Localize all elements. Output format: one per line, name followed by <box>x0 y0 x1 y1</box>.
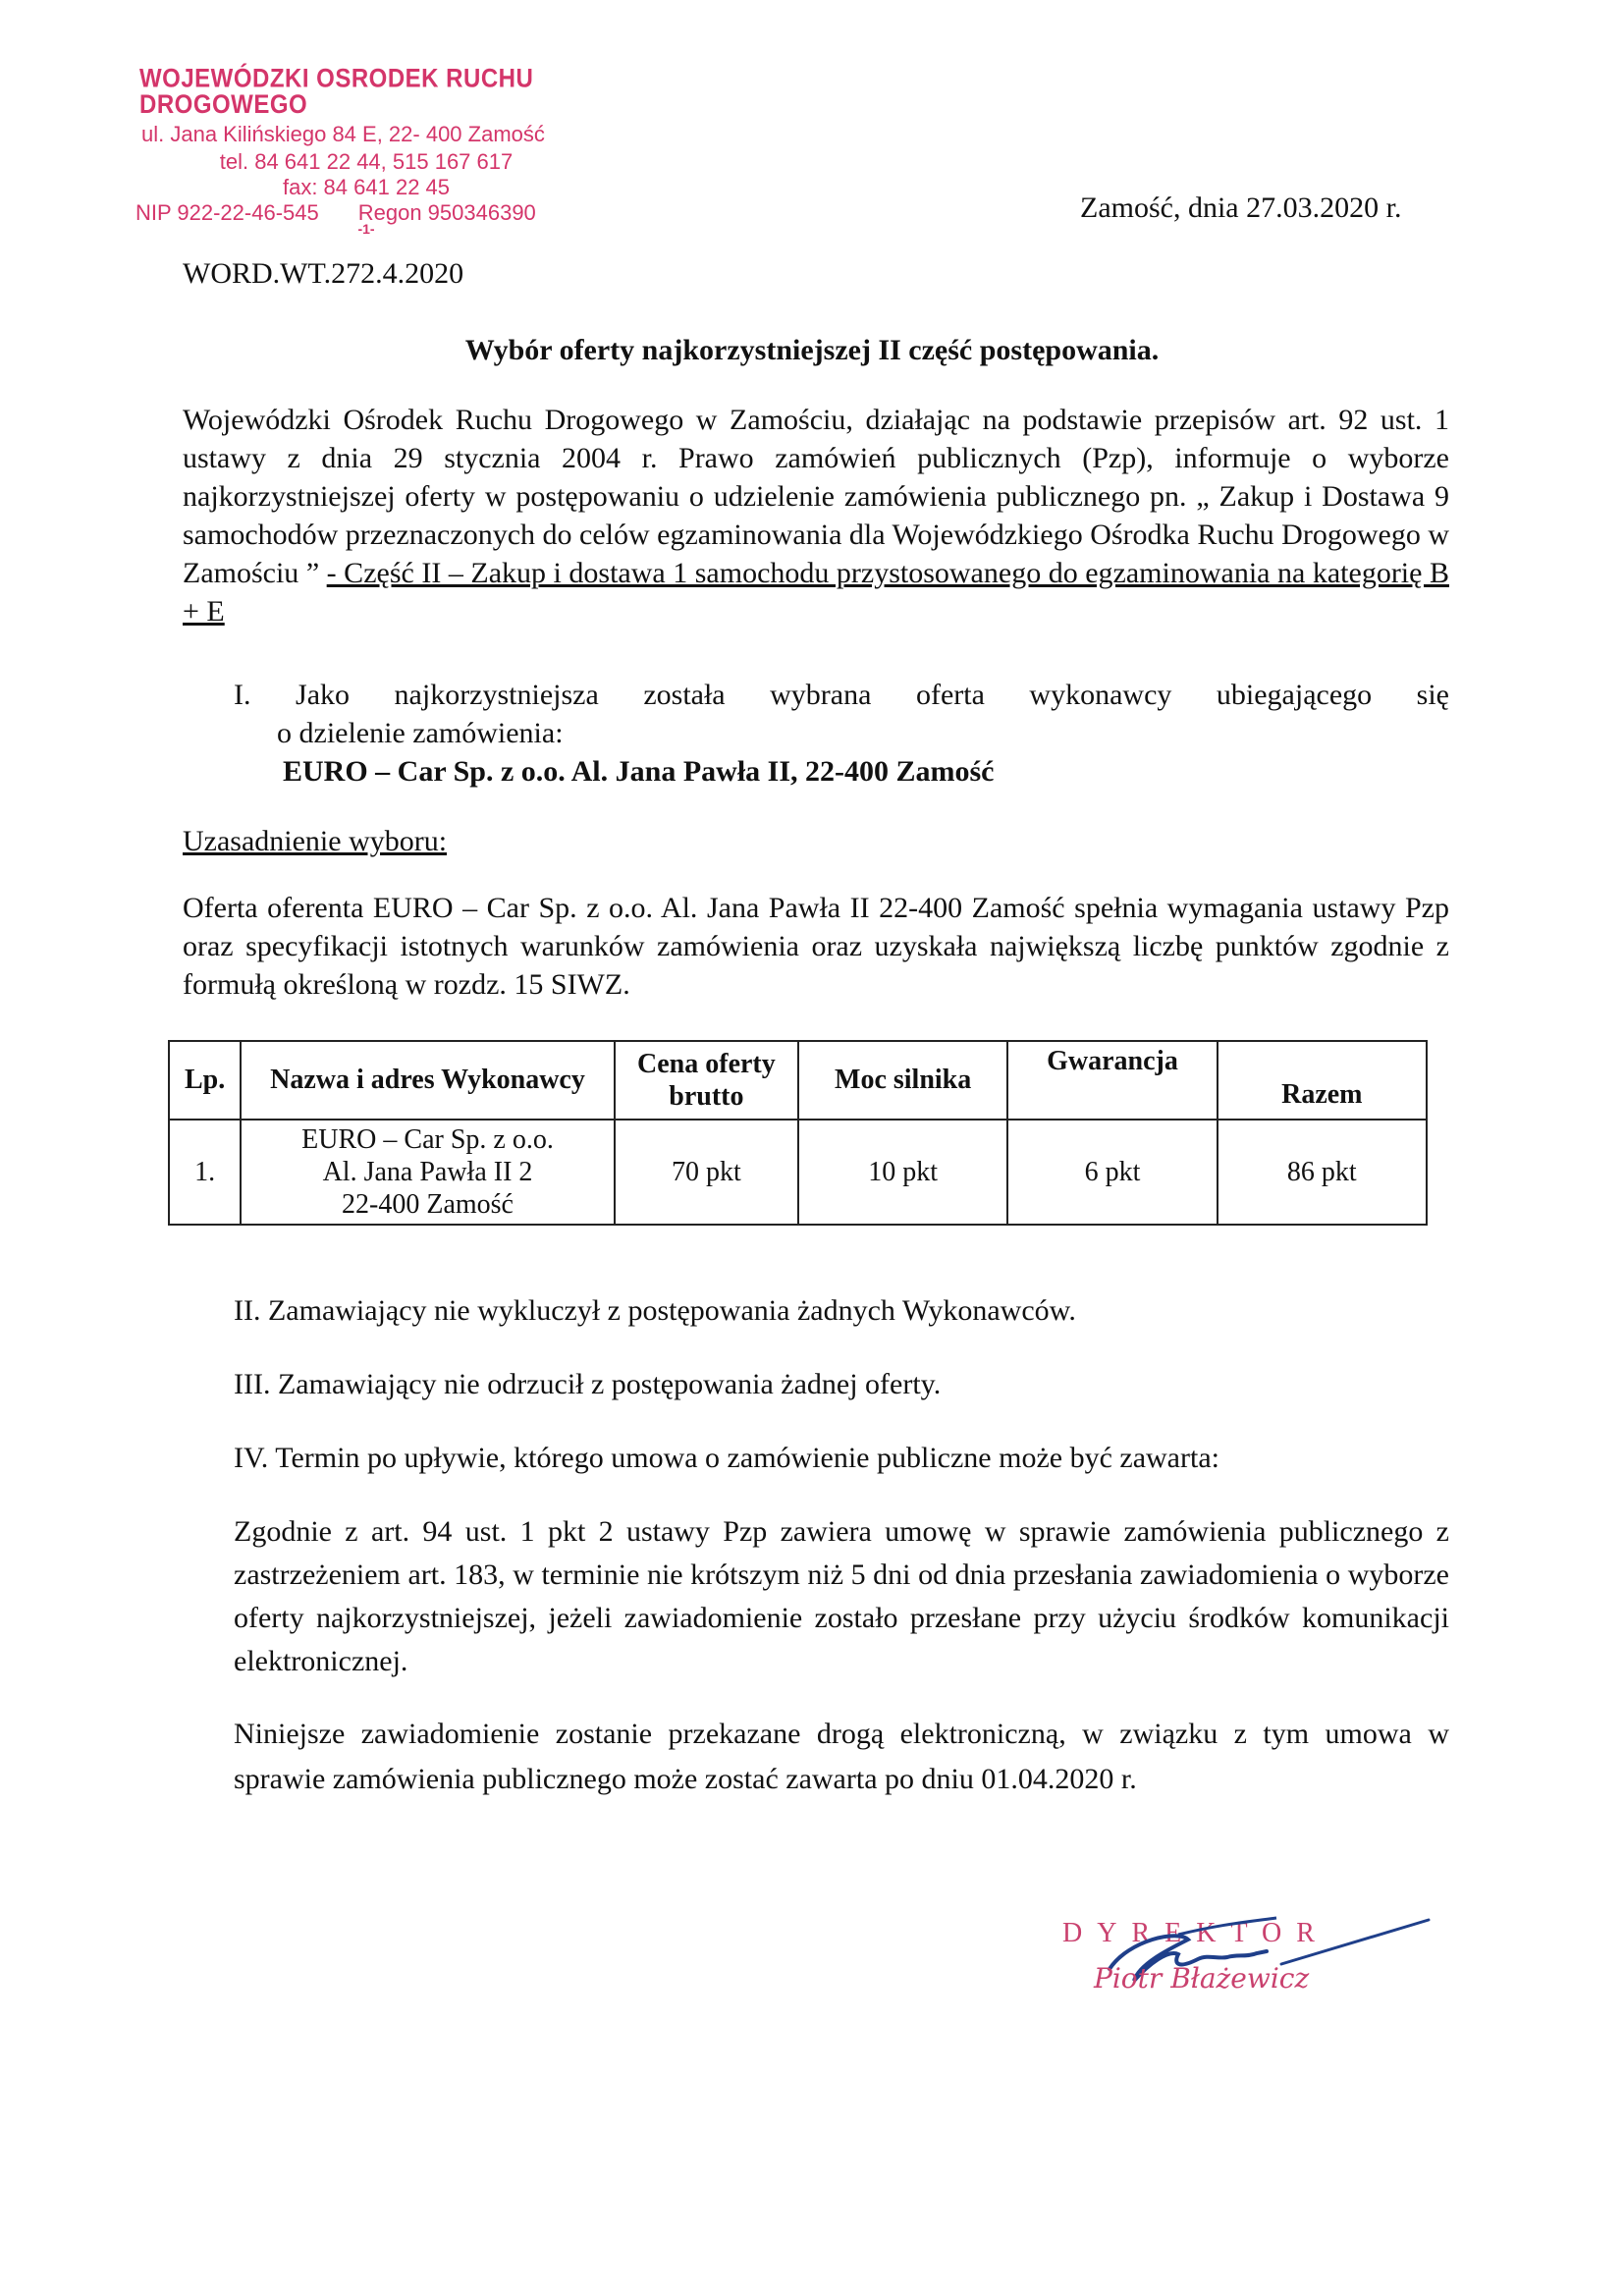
cell-total: 86 pkt <box>1218 1120 1427 1225</box>
results-table <box>168 1040 1428 1226</box>
contractor-line1: EURO – Car Sp. z o.o. <box>301 1124 554 1155</box>
stamp-regon: Regon 950346390 <box>357 200 536 225</box>
section-iv: IV. Termin po upływie, którego umowa o zamówienie publiczne może być zawarta: <box>234 1442 1219 1474</box>
cell-lp: 1. <box>169 1120 241 1225</box>
table-header-row <box>169 1041 1427 1120</box>
signatory-name: Piotr Błażewicz <box>1094 1962 1310 1995</box>
contractor-line2: Al. Jana Pawła II 2 <box>322 1157 533 1187</box>
stamp-organization: WOJEWÓDZKI OSRODEK RUCHU DROGOWEGO <box>139 64 534 120</box>
term-paragraph: Zgodnie z art. 94 ust. 1 pkt 2 ustawy Pzp zawiera umowę w sprawie zamówienia publicznego z zastrzeżeniem art. 183, w terminie nie krótszym niż 5 dni od dnia przesłania zawiadomienia o wyborze oferty najkorzystniejszej, jeżeli zawiadomienie zostało przesłane przy użyciu środków komunikacji elektronicznej. <box>234 1515 1449 1677</box>
justification-text: Oferta oferenta EURO – Car Sp. z o.o. Al. Jana Pawła II 22-400 Zamość spełnia wymagania ustawy Pzp oraz specyfikacji istotnych warunków zamówienia oraz uzyskała największą liczbę punktów zgodnie z formułą określoną w rozdz. 15 SIWZ. <box>183 892 1449 1001</box>
stamp-number: -1- <box>357 221 375 237</box>
header-engine: Moc silnika <box>798 1041 1007 1120</box>
section-i-line2: o dzielenie zamówienia: <box>277 717 564 749</box>
header-total: Razem <box>1218 1041 1427 1120</box>
section-i <box>234 676 1449 791</box>
place-date: Zamość, dnia 27.03.2020 r. <box>1080 191 1402 224</box>
stamp-address: ul. Jana Kilińskiego 84 E, 22- 400 Zamość <box>141 122 545 146</box>
section-i-numeral: I. <box>234 679 251 711</box>
organization-stamp <box>135 64 597 237</box>
stamp-nip: NIP 922-22-46-545 <box>135 200 319 225</box>
signature-title: DYREKTOR <box>1062 1918 1329 1948</box>
header-contractor: Nazwa i adres Wykonawcy <box>241 1041 615 1120</box>
intro-underlined-part: - Część II – Zakup i dostawa 1 samochodu przystosowanego do egzaminowania na kategorię B + E <box>183 557 1449 628</box>
document-title: Wybór oferty najkorzystniejszej II część postępowania. <box>464 334 1160 366</box>
intro-paragraph <box>183 401 1449 630</box>
cell-engine: 10 pkt <box>798 1120 1007 1225</box>
cell-contractor <box>241 1120 615 1225</box>
contractor-line3: 22-400 Zamość <box>342 1189 514 1220</box>
section-iii: III. Zamawiający nie odrzucił z postępowania żadnej oferty. <box>234 1368 942 1400</box>
cell-price: 70 pkt <box>615 1120 798 1225</box>
section-i-line1 <box>234 676 1449 714</box>
closing-paragraph: Niniejsze zawiadomienie zostanie przekazane drogą elektroniczną, w związku z tym umowa w sprawie zamówienia publicznego może zostać zawarta po dniu 01.04.2020 r. <box>234 1718 1449 1795</box>
stamp-fax: fax: 84 641 22 45 <box>282 175 451 199</box>
table-row <box>169 1120 1427 1225</box>
header-price: Cena oferty brutto <box>615 1041 798 1120</box>
section-ii: II. Zamawiający nie wykluczył z postępowania żadnych Wykonawców. <box>234 1294 1076 1327</box>
reference-number: WORD.WT.272.4.2020 <box>183 257 464 290</box>
stamp-phone: tel. 84 641 22 44, 515 167 617 <box>219 149 514 174</box>
winner-name: EURO – Car Sp. z o.o. Al. Jana Pawła II, 22-400 Zamość <box>283 755 995 788</box>
section-i-text: Jako najkorzystniejsza została wybrana oferta wykonawcy ubiegającego się <box>296 679 1449 711</box>
header-lp: Lp. <box>169 1041 241 1120</box>
justification-heading: Uzasadnienie wyboru: <box>183 825 448 857</box>
header-warranty: Gwarancja <box>1007 1041 1217 1120</box>
cell-warranty: 6 pkt <box>1007 1120 1217 1225</box>
intro-text: Wojewódzki Ośrodek Ruchu Drogowego w Zamościu, działając na podstawie przepisów art. 92 ust. 1 ustawy z dnia 29 stycznia 2004 r. Prawo zamówień publicznych (Pzp), informuje o wyborze najkorzystniejszej oferty w postępowaniu o udzielenie zamówienia publicznego pn. „ Zakup i Dostawa 9 samochodów przeznaczonych do celów egzaminowania dla Wojewódzkiego Ośrodka Ruchu Drogowego w Zamościu ” <box>183 404 1449 589</box>
